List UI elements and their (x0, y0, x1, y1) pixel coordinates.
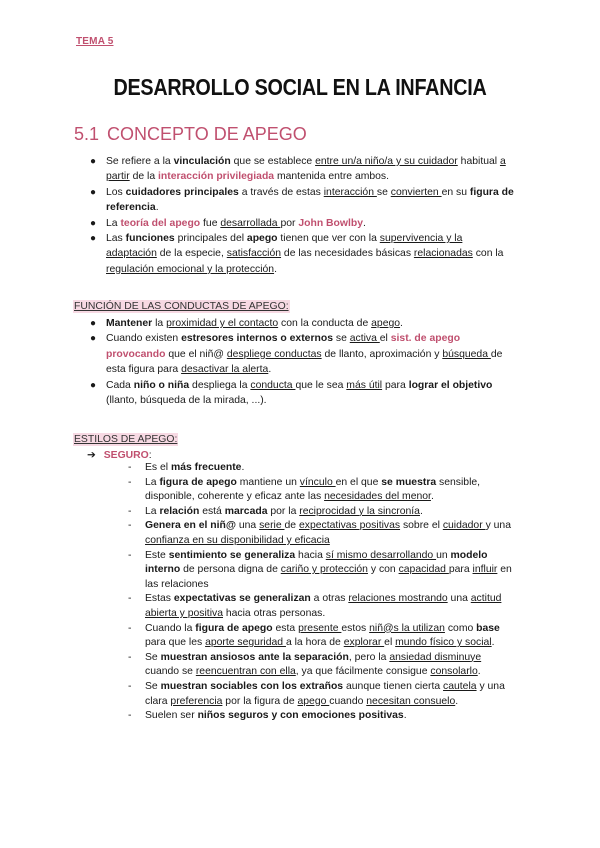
text: . (430, 491, 434, 503)
list-item (0, 185, 600, 216)
text: la (152, 318, 167, 329)
text: . (491, 637, 495, 649)
text: confianza en su disponibilidad y eficacia (145, 534, 330, 546)
dash-icon: - (128, 476, 132, 488)
text: Cuando existen (106, 333, 182, 345)
text: entre un/a niño/a y su cuidador (315, 156, 458, 167)
text: modelo interno (145, 549, 488, 576)
text: búsqueda (442, 348, 491, 360)
text: marcada (224, 505, 268, 517)
text: por (280, 217, 299, 229)
text: fue (200, 217, 221, 229)
list-item (0, 709, 600, 724)
text: SEGURO (103, 450, 149, 461)
text: expectativas se generalizan (173, 593, 311, 605)
text: explorar (343, 637, 385, 649)
text: a la hora de (285, 637, 344, 649)
text: teoría del apego (120, 217, 201, 229)
text: hacia (295, 549, 326, 561)
text: lograr el objetivo (408, 379, 493, 391)
list-item (0, 316, 600, 331)
list-item (0, 331, 600, 377)
text: reencuentran con ella (195, 666, 296, 678)
text: desactivar la alerta (181, 364, 269, 376)
text: ESTILOS DE APEGO: (74, 434, 178, 445)
text: Genera en el niñ@ (145, 520, 236, 532)
bullet-icon: ● (90, 186, 97, 198)
text: figura de apego (159, 476, 237, 488)
text: vínculo (299, 476, 336, 488)
text: necesidades del menor (324, 491, 431, 503)
text: se (332, 333, 350, 345)
text: está (199, 505, 225, 517)
text: a otras (310, 593, 349, 605)
list-item (0, 622, 600, 651)
text: vinculación (173, 156, 231, 167)
text: un (436, 549, 451, 561)
text: preferencia (170, 695, 223, 707)
bullet-icon: ● (90, 156, 97, 167)
text: y una clara (145, 680, 505, 707)
text: a partir (106, 156, 506, 183)
intro-list (0, 154, 600, 277)
text: Se (145, 651, 161, 663)
text: con la (472, 248, 504, 260)
text: despliege conductas (226, 348, 322, 360)
text: hacia otras personas. (222, 607, 326, 619)
funcion-list (0, 316, 600, 408)
text: que le sea (295, 379, 347, 391)
list-item (0, 378, 600, 409)
text: Mantener (106, 318, 153, 329)
bullet-icon: ● (90, 333, 97, 345)
funcion-heading (73, 300, 290, 313)
text: que el niñ@ (168, 348, 227, 360)
text: niñ@s la utilizan (369, 622, 445, 634)
estilos-heading (73, 433, 178, 446)
text: Es el (145, 462, 171, 473)
text: apego (297, 695, 330, 707)
text: . (455, 695, 459, 707)
text: Estas (145, 593, 174, 605)
text: sensible, disponible, coherente y eficaz ante las (145, 476, 481, 503)
list-item (0, 476, 600, 505)
text: . (241, 462, 245, 473)
list-item (0, 231, 600, 277)
text: satisfacción (226, 248, 282, 260)
text: más útil (346, 379, 383, 391)
list-item (0, 461, 600, 476)
text: relación (159, 505, 200, 517)
text: sobre el (400, 520, 443, 532)
text: , pero la (348, 651, 390, 663)
text: interacción (323, 186, 377, 198)
dash-icon: - (128, 520, 132, 532)
text: esta (272, 622, 299, 634)
text: La (106, 217, 121, 229)
text: . (363, 217, 366, 229)
text: Cada (106, 379, 134, 391)
list-item (0, 680, 600, 709)
list-item (0, 549, 600, 593)
dash-icon: - (128, 593, 132, 605)
text: La (145, 505, 160, 517)
text: niños seguros y con emociones positivas (197, 710, 404, 722)
text: con la conducta de (278, 318, 372, 329)
list-item (0, 519, 600, 548)
text: cuidadores principales (125, 186, 239, 198)
text: de la (129, 171, 158, 183)
seguro-list (0, 461, 600, 724)
text: actitud abierta y positiva (145, 593, 502, 619)
text: . (419, 505, 423, 517)
text: cautela (443, 680, 477, 692)
text: funciones (125, 233, 175, 245)
text: relacionadas (413, 248, 473, 260)
text: desarrollada (220, 217, 281, 229)
text: figura de referencia (106, 186, 514, 214)
dash-icon: - (128, 651, 132, 663)
text: necesitan consuelo (366, 695, 456, 707)
text: : (148, 450, 152, 461)
text: serie (259, 520, 285, 532)
text: (llanto, búsqueda de la mirada, ...). (106, 395, 267, 407)
text: despliega la (189, 379, 251, 391)
text: . (477, 666, 481, 678)
dash-icon: - (128, 505, 132, 517)
text: Se refiere a la (106, 156, 174, 167)
text: . (155, 202, 159, 214)
text: figura de apego (195, 622, 273, 634)
text: cariño y protección (280, 564, 368, 576)
text: Suelen ser (145, 710, 198, 722)
text: proximidad y el contacto (166, 318, 279, 329)
text: influir (472, 564, 498, 576)
text: se (376, 186, 391, 198)
dash-icon: - (128, 462, 132, 473)
text: de esta figura para (106, 348, 503, 376)
text: de llanto, aproximación y (321, 348, 443, 360)
text: por la (267, 505, 300, 517)
text: mantenida entre ambos. (274, 171, 390, 183)
bullet-icon: ● (90, 379, 97, 391)
text: por la figura de (222, 695, 298, 707)
text: . (403, 710, 407, 722)
text: se muestra (381, 476, 437, 488)
text: Se (145, 680, 161, 692)
text: aunque tienen cierta (343, 680, 444, 692)
dash-icon: - (128, 549, 132, 561)
list-item (0, 505, 600, 520)
text: para (448, 564, 473, 576)
text: más frecuente (171, 462, 242, 473)
text: para que les (145, 637, 206, 649)
bullet-icon: ● (90, 217, 97, 229)
text: de persona digna de (180, 564, 281, 576)
text: regulación emocional y la protección (106, 263, 275, 275)
dash-icon: - (128, 622, 132, 634)
text: estresores internos o externos (181, 333, 333, 345)
text: principales del (174, 233, 247, 245)
text: ansiedad disminuye (389, 651, 482, 663)
text: relaciones mostrando (348, 593, 448, 605)
arrow-icon: ➔ (87, 450, 96, 461)
text: cuando (329, 695, 367, 707)
text: de (284, 520, 299, 532)
text: base (476, 622, 500, 634)
text: . (268, 364, 272, 376)
text: La (145, 476, 160, 488)
text: y con (367, 564, 399, 576)
text: interacción privilegiada (158, 171, 275, 183)
text: cuidador (442, 520, 486, 532)
text: mantiene un (236, 476, 300, 488)
text: consolarlo (430, 666, 478, 678)
text: el (384, 637, 396, 649)
text: el (379, 333, 391, 345)
text: , ya que fácilmente consigue (295, 666, 431, 678)
text: FUNCIÓN DE LAS CONDUCTAS DE APEGO: (74, 301, 289, 312)
text: sentimiento se generaliza (168, 549, 296, 561)
bullet-icon: ● (90, 233, 97, 245)
section-number: 5.1 (74, 124, 100, 144)
dash-icon: - (128, 710, 132, 722)
text: para (382, 379, 409, 391)
text: capacidad (398, 564, 449, 576)
text: sist. de apego provocando (106, 333, 461, 360)
text: una (235, 520, 260, 532)
text: Las (106, 233, 126, 245)
text: aporte seguridad (205, 637, 286, 649)
list-item (0, 592, 600, 621)
page-title: DESARROLLO SOCIAL EN LA INFANCIA (113, 74, 487, 100)
text: niño o niña (133, 379, 190, 391)
text: reciprocidad y la sincronía (299, 505, 420, 517)
text: Los (106, 186, 126, 198)
bullet-icon: ● (90, 318, 97, 329)
text: . (400, 318, 403, 329)
text: sí mismo (325, 549, 371, 561)
text: que se establece (230, 156, 316, 167)
text: Cuando la (145, 622, 196, 634)
text: en el que (335, 476, 382, 488)
section-title: CONCEPTO DE APEGO (107, 124, 307, 144)
text: en las relaciones (145, 564, 512, 590)
text: de las necesidades básicas (281, 248, 414, 260)
text: estos (341, 622, 370, 634)
text: supervivencia y la adaptación (106, 233, 463, 260)
text: apego (371, 318, 401, 329)
text: Este (145, 549, 169, 561)
text: expectativas positivas (298, 520, 401, 532)
text: como (444, 622, 477, 634)
text: de la especie, (156, 248, 227, 260)
text: activa (349, 333, 380, 345)
text: . (274, 263, 277, 275)
dash-icon: - (128, 680, 132, 692)
text: apego (246, 233, 278, 245)
text: habitual (457, 156, 500, 167)
text: conducta (250, 379, 296, 391)
text: John Bowlby (298, 217, 363, 229)
text: convierten (390, 186, 442, 198)
tema-label: TEMA 5 (76, 36, 114, 47)
text: muestran sociables con los extraños (160, 680, 344, 692)
text: una (447, 593, 471, 605)
text: desarrollando (370, 549, 437, 561)
list-item (0, 154, 600, 185)
text: tienen que ver con la (277, 233, 380, 245)
text: muestran ansiosos ante la separación (160, 651, 349, 663)
list-item (0, 651, 600, 680)
text: a través de estas (238, 186, 324, 198)
list-item (0, 216, 600, 231)
section-heading (74, 124, 315, 145)
text: cuando se (145, 666, 196, 678)
text: mundo físico y social (395, 637, 492, 649)
text: y una (485, 520, 511, 532)
text: en su (441, 186, 470, 198)
text: presente (298, 622, 342, 634)
